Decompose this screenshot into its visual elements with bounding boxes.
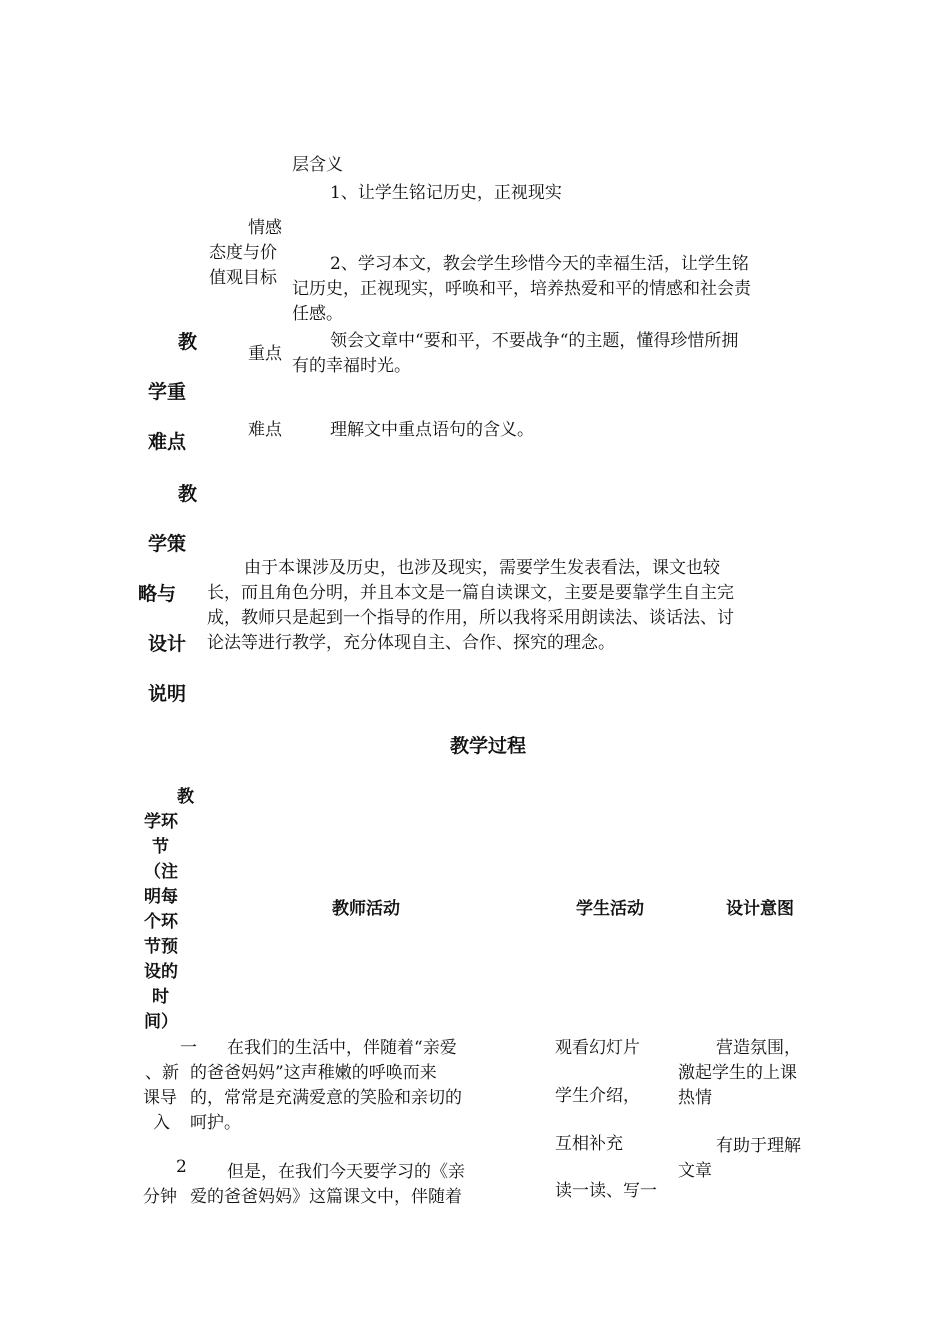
text-line: 爱的爸爸妈妈》这篇课文中，伴随着 xyxy=(190,1187,462,1207)
header-line: 设的 xyxy=(144,962,178,982)
section-label-line: 设计 xyxy=(148,633,187,655)
text-line: 在我们的生活中，伴随着“亲爱 xyxy=(227,1038,457,1058)
teacher-activity-header: 教师活动 xyxy=(332,899,400,919)
key-point-label: 重点 xyxy=(248,344,282,364)
stage-line: 入 xyxy=(153,1113,170,1133)
header-line: 明每 xyxy=(144,887,178,907)
text-line: 成，教师只是起到一个指导的作用，所以我将采用朗读法、谈话法、讨 xyxy=(207,608,734,628)
stage-time: 分钟 xyxy=(143,1187,177,1207)
text-line: 激起学生的上课 xyxy=(678,1063,797,1083)
goal-continuation-text: 层含义 xyxy=(292,155,343,175)
difficult-point-label: 难点 xyxy=(248,420,282,440)
section-label-line: 学重 xyxy=(148,381,187,403)
text-line: 学生介绍， xyxy=(555,1086,640,1106)
text-line: 论法等进行教学，充分体现自主、合作、探究的理念。 xyxy=(207,633,615,653)
text-line: 呵护。 xyxy=(190,1113,241,1133)
text-line: 互相补充 xyxy=(555,1134,623,1154)
text-line: 由于本课涉及历史，也涉及现实，需要学生发表看法，课文也较 xyxy=(244,558,720,578)
section-label-line: 学策 xyxy=(148,533,187,555)
text-line: 记历史，正视现实，呼唤和平，培养热爱和平的情感和社会责 xyxy=(292,279,751,299)
header-line: 时 xyxy=(152,987,169,1007)
design-intent-header: 设计意图 xyxy=(726,899,794,919)
emotion-label-line: 情感 xyxy=(248,218,282,238)
text-line: 的爸爸妈妈”这声稚嫩的呼唤而来 xyxy=(190,1063,437,1083)
text-line: 文章 xyxy=(678,1161,712,1181)
text-line: 长，而且角色分明，并且本文是一篇自读课文，主要是要靠学生自主完 xyxy=(207,583,734,603)
section-label-line: 说明 xyxy=(148,683,187,705)
text-line: 读一读、写一 xyxy=(555,1181,657,1201)
text-line: 有助于理解 xyxy=(716,1136,801,1156)
header-line: 间） xyxy=(144,1012,178,1032)
header-line: 节 xyxy=(152,837,169,857)
emotion-label-line: 值观目标 xyxy=(209,268,277,288)
header-line: 学环 xyxy=(144,812,178,832)
stage-line: 、新 xyxy=(145,1063,179,1083)
stage-time: 2 xyxy=(176,1157,187,1177)
stage-line: 课导 xyxy=(143,1088,177,1108)
section-label-line: 教 xyxy=(178,331,198,353)
stage-line: 一 xyxy=(180,1038,197,1058)
process-title: 教学过程 xyxy=(450,735,527,757)
text-line: 观看幻灯片 xyxy=(555,1038,640,1058)
emotion-goal-item-1: 1、让学生铭记历史，正视现实 xyxy=(330,183,562,203)
section-label-line: 教 xyxy=(178,483,198,505)
emotion-label-line: 态度与价 xyxy=(209,243,277,263)
text-line: 营造氛围， xyxy=(716,1038,801,1058)
text-line: 有的幸福时光。 xyxy=(292,356,411,376)
header-line: 个环 xyxy=(144,912,178,932)
text-line: 热情 xyxy=(678,1088,712,1108)
header-line: 节预 xyxy=(144,937,178,957)
header-line: 教 xyxy=(177,787,194,807)
section-label-line: 难点 xyxy=(148,431,187,453)
header-line: （注 xyxy=(144,862,178,882)
text-line: 2、学习本文，教会学生珍惜今天的幸福生活，让学生铭 xyxy=(330,254,749,274)
section-label-line: 略与 xyxy=(138,583,177,605)
text-line: 的，常常是充满爱意的笑脸和亲切的 xyxy=(190,1088,462,1108)
student-activity-header: 学生活动 xyxy=(576,899,644,919)
text-line: 但是，在我们今天要学习的《亲 xyxy=(227,1162,465,1182)
text-line: 领会文章中“要和平，不要战争“的主题，懂得珍惜所拥 xyxy=(330,331,739,351)
difficult-point-text: 理解文中重点语句的含义。 xyxy=(330,420,534,440)
text-line: 任感。 xyxy=(292,304,343,324)
